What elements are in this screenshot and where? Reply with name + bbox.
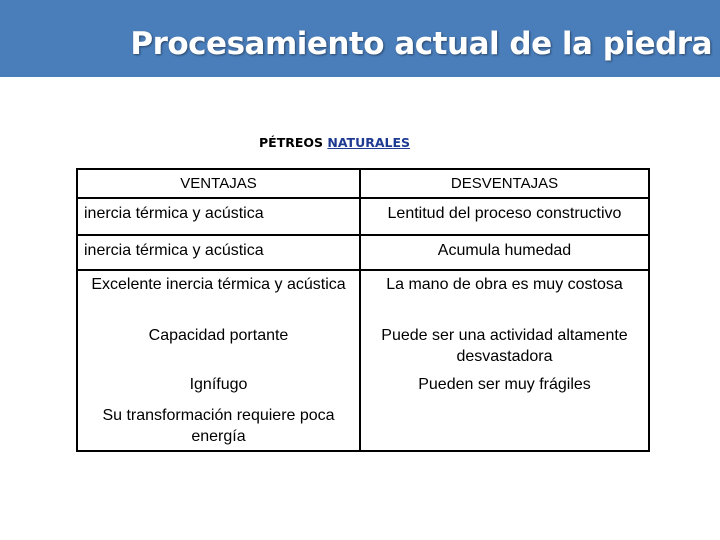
table-row [77,321,649,370]
desventaja-cell [360,403,649,451]
table-row [77,198,649,235]
desventaja-cell: Acumula humedad [360,235,649,270]
subtitle [259,135,410,150]
header-row [77,169,649,198]
comparison-table [76,168,650,452]
desventaja-cell: Pueden ser muy frágiles [360,370,649,403]
desventaja-cell: Lentitud del proceso constructivo [360,198,649,235]
table-row [77,270,649,321]
table-row [77,403,649,451]
desventaja-cell: Puede ser una actividad altamente desvastadora [360,321,649,370]
header-desventajas: DESVENTAJAS [360,169,649,198]
slide-title: Procesamiento actual de la piedra [130,26,712,62]
ventaja-cell: Excelente inercia térmica y acústica [77,270,360,321]
ventaja-cell: Su transformación requiere poca energía [77,403,360,451]
title-bar [0,0,720,77]
ventaja-cell: Capacidad portante [77,321,360,370]
table-row [77,235,649,270]
header-ventajas: VENTAJAS [77,169,360,198]
table-row [77,370,649,403]
desventaja-cell: La mano de obra es muy costosa [360,270,649,321]
ventaja-cell: inercia térmica y acústica [77,198,360,235]
subtitle-prefix: PÉTREOS [259,135,328,150]
subtitle-link[interactable]: NATURALES [327,135,411,150]
ventaja-cell: inercia térmica y acústica [77,235,360,270]
ventaja-cell: Ignífugo [77,370,360,403]
